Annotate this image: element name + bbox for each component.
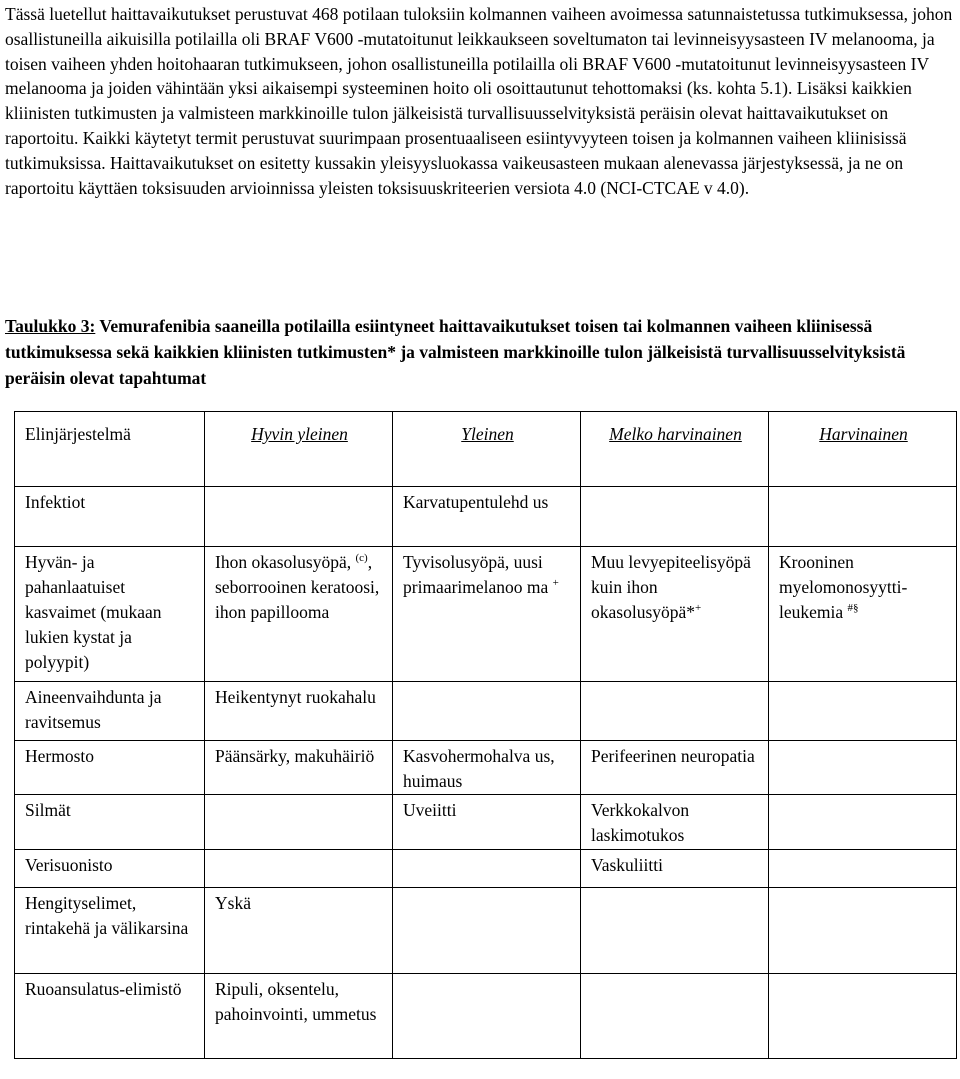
cell-very-common: Heikentynyt ruokahalu	[205, 682, 393, 741]
cell-rare	[769, 682, 957, 741]
table-row	[15, 741, 957, 795]
cell-very-common	[205, 850, 393, 888]
cell-very-common: Päänsärky, makuhäiriö	[205, 741, 393, 795]
table-caption-label: Taulukko 3:	[5, 316, 96, 336]
header-very-common: Hyvin yleinen	[205, 412, 393, 487]
cell-rare	[769, 850, 957, 888]
cell-common	[393, 682, 581, 741]
cell-common: Uveiitti	[393, 795, 581, 850]
cell-uncommon	[581, 682, 769, 741]
cell-rare	[769, 795, 957, 850]
table-caption-text: Vemurafenibia saaneilla potilailla esiintyneet haittavaikutukset toisen tai kolmannen vaiheen kliinisessä tutkimuksessa sekä kaikkien kliinisten tutkimusten* ja valmisteen markkinoille tulon jälkeisistä turvallisuusselvityksistä peräisin olevat tapahtumat	[5, 316, 906, 388]
cell-uncommon: Vaskuliitti	[581, 850, 769, 888]
table-row	[15, 850, 957, 888]
header-common: Yleinen	[393, 412, 581, 487]
cell-very-common	[205, 795, 393, 850]
cell-common: Tyvisolusyöpä, uusi primaarimelanoo ma +	[393, 547, 581, 682]
cell-common	[393, 850, 581, 888]
footnote-marker: +	[695, 602, 702, 615]
cell-very-common: Ripuli, oksentelu, pahoinvointi, ummetus	[205, 974, 393, 1059]
table-row	[15, 487, 957, 547]
cell-uncommon	[581, 888, 769, 974]
table-row	[15, 682, 957, 741]
table-header-row	[15, 412, 957, 487]
header-system: Elinjärjestelmä	[15, 412, 205, 487]
table-caption	[5, 313, 957, 391]
adverse-reactions-table	[14, 411, 957, 1059]
cell-common	[393, 974, 581, 1059]
cell-common: Karvatupentulehd us	[393, 487, 581, 547]
cell-very-common: Yskä	[205, 888, 393, 974]
cell-uncommon	[581, 974, 769, 1059]
table-row	[15, 974, 957, 1059]
cell-system: Ruoansulatus-elimistö	[15, 974, 205, 1059]
cell-system: Hermosto	[15, 741, 205, 795]
intro-paragraph: Tässä luetellut haittavaikutukset perustuvat 468 potilaan tuloksiin kolmannen vaiheen avoimessa satunnaistetussa tutkimuksessa, johon osallistuneilla aikuisilla potilailla oli BRAF V600 -mutatoitunut leikkaukseen soveltumaton tai levinneisyysasteen IV melanooma, ja toisen vaiheen yhden hoitohaaran tutkimukseen, johon osallistuneilla potilailla oli BRAF V600 -mutatoitunut levinneisyysasteen IV melanooma ja joiden vähintään yksi aikaisempi systeeminen hoito oli osoittautunut tehottomaksi (ks. kohta 5.1). Lisäksi kaikkien kliinisten tutkimusten ja valmisteen markkinoille tulon jälkeisistä turvallisuusselvityksistä peräisin olevat haittavaikutukset on raportoitu. Kaikki käytetyt termit perustuvat suurimpaan prosentuaaliseen esiintyvyyteen toisen ja kolmannen vaiheen kliinisissä tutkimuksissa. Haittavaikutukset on esitetty kussakin yleisyysluokassa vaikeusasteen mukaan alenevassa järjestyksessä, ja ne on raportoitu käyttäen toksisuuden arvioinnissa yleisten toksisuuskriteerien versiota 4.0 (NCI-CTCAE v 4.0).	[5, 4, 953, 198]
cell-system: Infektiot	[15, 487, 205, 547]
cell-uncommon: Muu levyepiteelisyöpä kuin ihon okasolusyöpä*+	[581, 547, 769, 682]
table-row	[15, 547, 957, 682]
cell-common: Kasvohermohalva us, huimaus	[393, 741, 581, 795]
cell-rare	[769, 741, 957, 795]
cell-system: Verisuonisto	[15, 850, 205, 888]
footnote-marker: +	[552, 577, 559, 590]
cell-system: Hyvän- ja pahanlaatuiset kasvaimet (mukaan lukien kystat ja polyypit)	[15, 547, 205, 682]
cell-rare	[769, 974, 957, 1059]
header-rare: Harvinainen	[769, 412, 957, 487]
cell-uncommon: Perifeerinen neuropatia	[581, 741, 769, 795]
cell-rare	[769, 888, 957, 974]
table-row	[15, 888, 957, 974]
footnote-marker: (c)	[355, 552, 368, 565]
cell-system: Aineenvaihdunta ja ravitsemus	[15, 682, 205, 741]
cell-very-common: Ihon okasolusyöpä, $^{(c)}$, seborrooinen keratoosi, ihon papillooma	[205, 547, 393, 682]
cell-system: Silmät	[15, 795, 205, 850]
cell-uncommon	[581, 487, 769, 547]
cell-common	[393, 888, 581, 974]
cell-rare	[769, 487, 957, 547]
table-row	[15, 795, 957, 850]
header-uncommon: Melko harvinainen	[581, 412, 769, 487]
cell-system: Hengityselimet, rintakehä ja välikarsina	[15, 888, 205, 974]
cell-uncommon: Verkkokalvon laskimotukos	[581, 795, 769, 850]
cell-rare: Krooninen myelomonosyytti-leukemia #§	[769, 547, 957, 682]
cell-very-common	[205, 487, 393, 547]
footnote-marker: #§	[847, 602, 859, 615]
